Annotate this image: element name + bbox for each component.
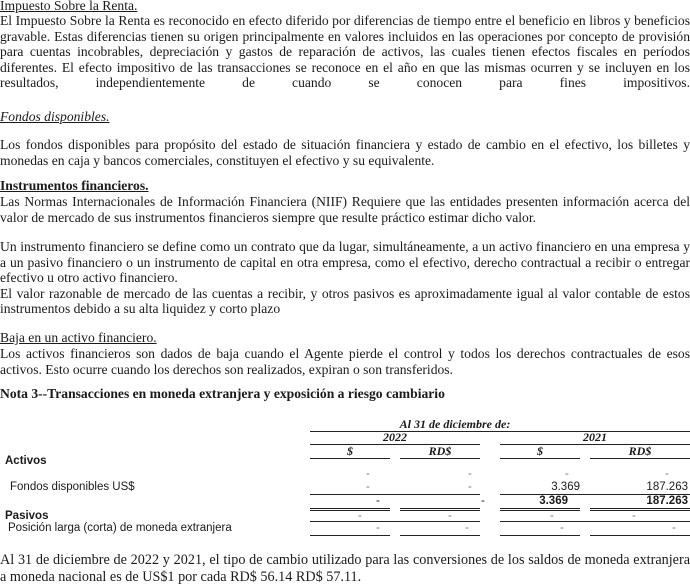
rule [310, 535, 390, 536]
closing-paragraph: Al 31 de diciembre de 2022 y 2021, el tipo de cambio utilizado para las conversiones de los saldos de moneda extranjera a moneda nacional es de US$1 por cada RD$ 56.14 RD$ 57.11. [0, 552, 690, 585]
double-rule [590, 508, 690, 511]
activos-label: Activos [5, 455, 47, 467]
cell-value: 187.263 [646, 495, 688, 507]
cell-value: - [366, 468, 370, 480]
cell-value: - [376, 495, 380, 507]
cell-value: - [358, 510, 362, 522]
currency-header: RD$ [628, 444, 652, 458]
cell-value: - [468, 468, 472, 480]
rule [500, 521, 690, 522]
currency-header: $ [347, 444, 353, 458]
section-instrumentos-financieros [0, 179, 690, 317]
cell-value: - [672, 522, 676, 534]
cell-value: - [481, 495, 485, 507]
section-fondos-disponibles [0, 110, 690, 168]
cell-value: 3.369 [539, 495, 568, 507]
section-baja-activo [0, 331, 690, 377]
rule [400, 458, 480, 459]
cell-value: - [366, 481, 370, 493]
note-title: Nota 3--Transacciones en moneda extranjera y exposición a riesgo cambiario [0, 386, 445, 401]
cell-value: - [550, 510, 554, 522]
double-rule [400, 508, 480, 511]
section-heading: Fondos disponibles. [0, 109, 110, 124]
section-impuesto-renta [0, 0, 690, 91]
rule [500, 458, 580, 459]
section-paragraph: Un instrumento financiero se define como un contrato que da lugar, simultáneamente, a un activo financiero en una empresa y a un pasivo financiero o un instrumento de capital en otra empresa, como el efectivo, derecho contractual a recibir o entregar efectivo u otro activo financiero. [0, 239, 690, 285]
section-heading: Instrumentos financieros. [0, 178, 149, 193]
section-paragraph: Los fondos disponibles para propósito del estado de situación financiera y estado de cambio en el efectivo, los billetes y monedas en caja y bancos comerciales, constituyen el efectivo y su equivalente. [0, 137, 690, 168]
section-paragraph: Los activos financieros son dados de baja cuando el Agente pierde el control y todos los derechos contractuales de esos activos. Esto ocurre cuando los derechos son realizados, expiran o son transferidos. [0, 346, 690, 377]
currency-header: RD$ [428, 444, 452, 458]
pasivos-label: Pasivos [5, 510, 49, 522]
rule [310, 494, 480, 495]
section-paragraph: El valor razonable de mercado de las cuentas a recibir, y otros pasivos es aproximadamente igual al valor contable de estos instrumentos debido a su alta liquidez y corto plazo [0, 285, 690, 316]
cell-value: 187.263 [646, 481, 688, 493]
rule [500, 535, 580, 536]
section-heading: Baja en un activo financiero. [0, 330, 157, 345]
rule [310, 521, 480, 522]
cell-value: - [468, 481, 472, 493]
cell-value: - [448, 510, 452, 522]
cell-value: - [632, 510, 636, 522]
double-rule [310, 508, 390, 511]
currency-header: $ [537, 444, 543, 458]
period-header: Al 31 de diciembre de: [399, 417, 511, 431]
cell-value: - [376, 522, 380, 534]
rule [400, 535, 480, 536]
year-header: 2022 [383, 430, 407, 444]
section-heading: Impuesto Sobre la Renta. [0, 0, 138, 13]
fx-table [0, 418, 690, 540]
rule [310, 458, 390, 459]
section-paragraph: El Impuesto Sobre la Renta es reconocido en efecto diferido por diferencias de tiempo entre el beneficio en libros y beneficios gravable. Estas diferencias tienen su origen principalmente en valores incluidos en las operaciones por concepto de provisión para cuentas incobrables, depreciación y gastos de reparación de activos, las cuales tienen efectos fiscales en períodos diferentes. El efecto impositivo de las transacciones se reconoce en el año en que las mismas ocurren y se incluyen en los resultados, independientemente de cuando se conocen para fines impositivos. [0, 13, 690, 90]
row-label: Fondos disponibles US$ [10, 481, 135, 493]
cell-value: - [560, 522, 564, 534]
year-header: 2021 [583, 430, 607, 444]
cell-value: - [465, 522, 469, 534]
rule [590, 535, 690, 536]
cell-value: - [665, 468, 669, 480]
cell-value: 3.369 [551, 481, 580, 493]
double-rule [500, 508, 580, 511]
section-paragraph: Las Normas Internacionales de Información Financiera (NIIF) Requiere que las entidades presenten información acerca del valor de mercado de sus instrumentos financieros siempre que resulte práctico estimar dicho valor. [0, 194, 690, 225]
rule [590, 458, 690, 459]
cell-value: - [565, 468, 569, 480]
row-label: Posición larga (corta) de moneda extranjera [8, 522, 232, 534]
